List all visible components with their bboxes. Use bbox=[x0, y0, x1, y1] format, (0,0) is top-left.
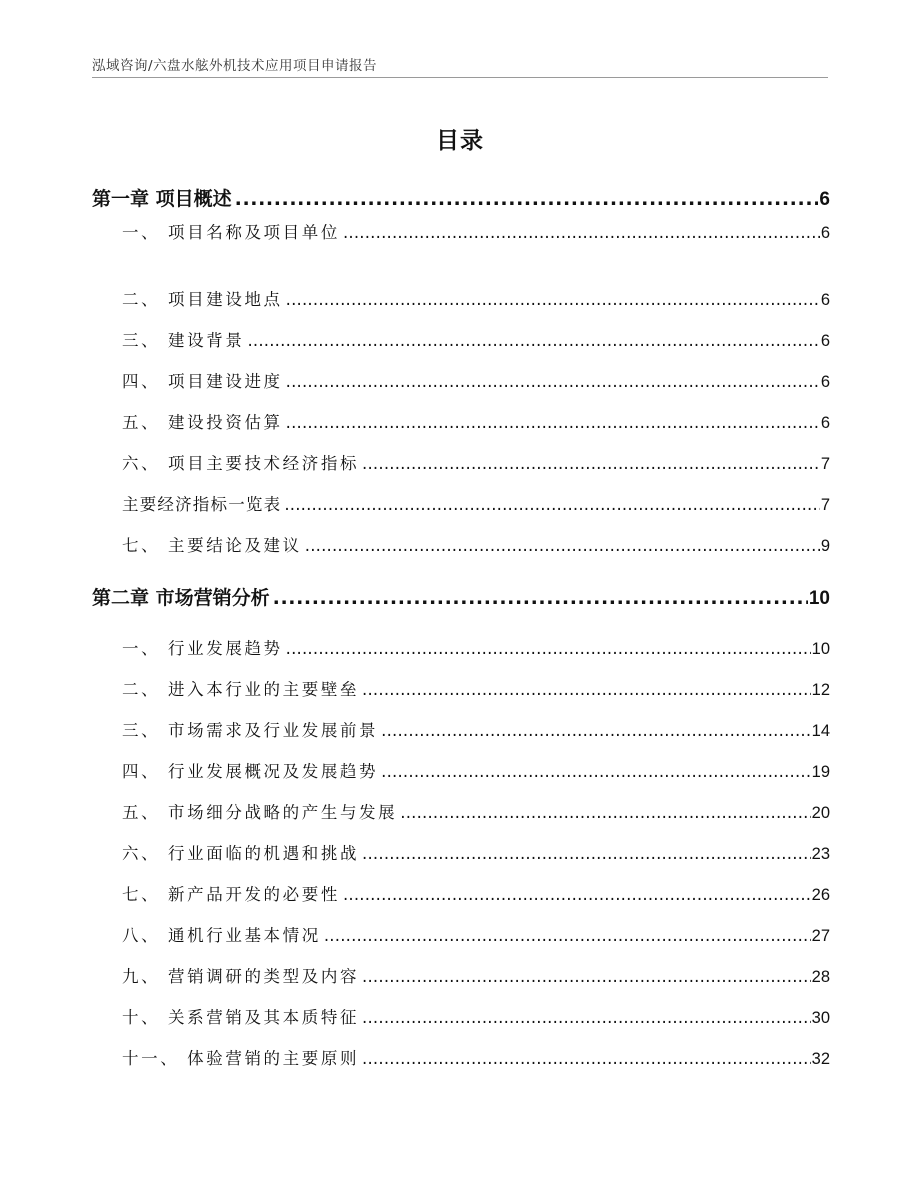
dot-leader bbox=[343, 223, 820, 242]
toc-entry-label: 七、 主要结论及建议 bbox=[122, 536, 302, 555]
toc-page-number: 6 bbox=[820, 224, 830, 242]
toc-entry-label: 主要经济指标一览表 bbox=[122, 495, 282, 514]
toc-page-number: 7 bbox=[820, 496, 830, 514]
toc-section-entry[interactable] bbox=[122, 676, 830, 700]
toc-section-entry[interactable] bbox=[122, 717, 830, 741]
dot-leader bbox=[362, 844, 811, 863]
toc-section-entry[interactable] bbox=[122, 450, 830, 474]
dot-leader bbox=[284, 495, 820, 514]
toc-entry-label: 五、 市场细分战略的产生与发展 bbox=[122, 803, 398, 822]
toc-section-entry[interactable] bbox=[122, 799, 830, 823]
toc-entry-label: 四、 项目建设进度 bbox=[122, 372, 283, 391]
toc-section-entry[interactable] bbox=[122, 1045, 830, 1069]
toc-entry-label: 五、 建设投资估算 bbox=[122, 413, 283, 432]
toc-entry-label: 三、 建设背景 bbox=[122, 331, 245, 350]
toc-title: 目录 bbox=[436, 128, 484, 154]
dot-leader bbox=[286, 290, 820, 309]
toc-page-number: 20 bbox=[811, 804, 830, 822]
toc-section-entry[interactable] bbox=[122, 532, 830, 556]
dot-leader bbox=[286, 639, 811, 658]
toc-entry-label: 二、 项目建设地点 bbox=[122, 290, 283, 309]
toc-page-number: 26 bbox=[811, 886, 830, 904]
toc-entry-label: 七、 新产品开发的必要性 bbox=[122, 885, 340, 904]
toc-section-entry[interactable] bbox=[122, 1004, 830, 1028]
toc-entry-label: 第一章 项目概述 bbox=[92, 188, 232, 210]
toc-page-number: 6 bbox=[820, 414, 830, 432]
toc-section-entry[interactable] bbox=[122, 840, 830, 864]
running-header: 泓域咨询/六盘水舷外机技术应用项目申请报告 bbox=[92, 58, 378, 74]
dot-leader bbox=[324, 926, 811, 945]
toc-section-entry[interactable] bbox=[122, 635, 830, 659]
toc-entry-label: 一、 项目名称及项目单位 bbox=[122, 223, 340, 242]
dot-leader bbox=[362, 967, 811, 986]
toc-page-number: 7 bbox=[820, 455, 830, 473]
dot-leader bbox=[273, 587, 808, 609]
toc-page-number: 14 bbox=[811, 722, 830, 740]
dot-leader bbox=[400, 803, 810, 822]
toc-section-entry[interactable] bbox=[122, 963, 830, 987]
dot-leader bbox=[362, 1049, 811, 1068]
dot-leader bbox=[305, 536, 820, 555]
toc-section-entry[interactable] bbox=[122, 286, 830, 310]
toc-entry-label: 十、 关系营销及其本质特征 bbox=[122, 1008, 360, 1027]
dot-leader bbox=[235, 188, 819, 210]
toc-page-number: 19 bbox=[811, 763, 830, 781]
toc-page-number: 6 bbox=[819, 189, 830, 210]
toc-section-entry[interactable] bbox=[122, 219, 830, 243]
toc-page-number: 28 bbox=[811, 968, 830, 986]
toc-section-entry[interactable] bbox=[122, 368, 830, 392]
toc-entry-label: 一、 行业发展趋势 bbox=[122, 639, 283, 658]
toc-entry-label: 八、 通机行业基本情况 bbox=[122, 926, 321, 945]
dot-leader bbox=[381, 721, 810, 740]
toc-page-number: 6 bbox=[820, 291, 830, 309]
dot-leader bbox=[286, 372, 820, 391]
dot-leader bbox=[362, 680, 811, 699]
toc-entry-label: 六、 项目主要技术经济指标 bbox=[122, 454, 360, 473]
dot-leader bbox=[247, 331, 819, 350]
toc-entry-label: 第二章 市场营销分析 bbox=[92, 587, 270, 609]
toc-section-entry[interactable] bbox=[122, 409, 830, 433]
toc-page-number: 12 bbox=[811, 681, 830, 699]
toc-section-entry[interactable] bbox=[122, 922, 830, 946]
toc-entry-label: 四、 行业发展概况及发展趋势 bbox=[122, 762, 379, 781]
toc-section-entry[interactable] bbox=[122, 758, 830, 782]
toc-chapter-entry[interactable] bbox=[92, 184, 830, 211]
dot-leader bbox=[343, 885, 811, 904]
toc-page-number: 9 bbox=[820, 537, 830, 555]
toc-page-number: 10 bbox=[811, 640, 830, 658]
toc-page-number: 30 bbox=[811, 1009, 830, 1027]
toc-section-entry[interactable] bbox=[122, 327, 830, 351]
toc-entry-label: 三、 市场需求及行业发展前景 bbox=[122, 721, 379, 740]
toc-page-number: 27 bbox=[811, 927, 830, 945]
toc-entry-label: 九、 营销调研的类型及内容 bbox=[122, 967, 360, 986]
toc-entry-label: 六、 行业面临的机遇和挑战 bbox=[122, 844, 360, 863]
dot-leader bbox=[286, 413, 820, 432]
toc-page-number: 10 bbox=[808, 588, 830, 609]
toc-entry-label: 二、 进入本行业的主要壁垒 bbox=[122, 680, 360, 699]
toc-page-number: 6 bbox=[820, 373, 830, 391]
toc-entry-label: 十一、 体验营销的主要原则 bbox=[122, 1049, 360, 1068]
header-divider bbox=[92, 77, 828, 78]
dot-leader bbox=[381, 762, 810, 781]
dot-leader bbox=[362, 454, 820, 473]
toc-chapter-entry[interactable] bbox=[92, 583, 830, 610]
toc-page-number: 23 bbox=[811, 845, 830, 863]
toc-page-number: 6 bbox=[820, 332, 830, 350]
toc-section-entry[interactable] bbox=[122, 491, 830, 515]
dot-leader bbox=[362, 1008, 811, 1027]
toc-page-number: 32 bbox=[811, 1050, 830, 1068]
toc-section-entry[interactable] bbox=[122, 881, 830, 905]
